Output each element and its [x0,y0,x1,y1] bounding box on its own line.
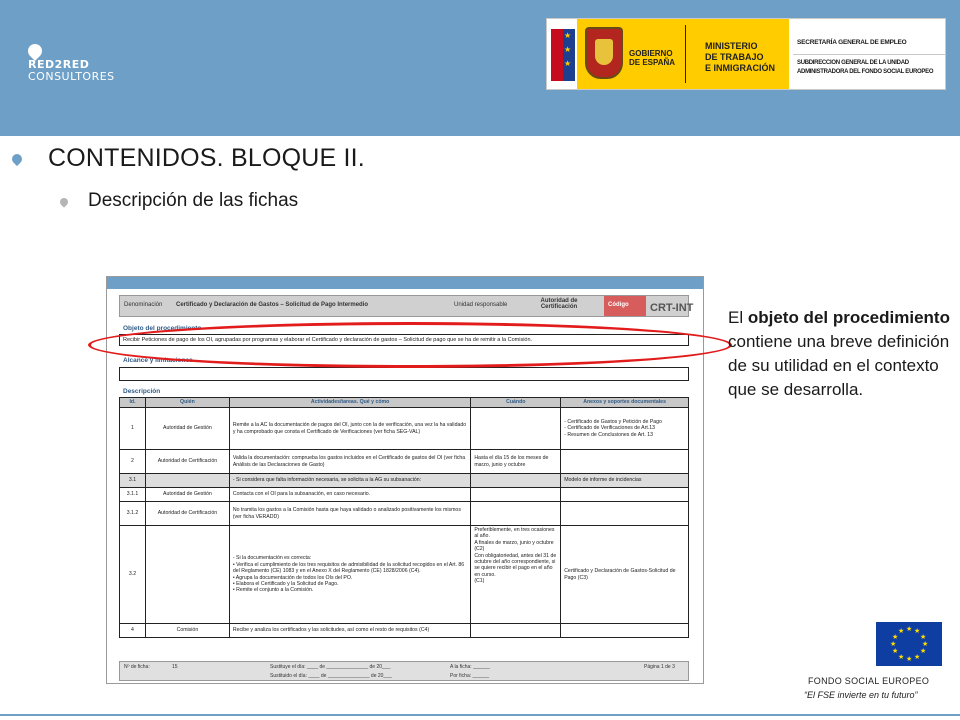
row-id: 3.1.1 [120,488,146,502]
bottom-divider [0,714,960,716]
denominacion-value: Certificado y Declaración de Gastos – Solicitud de Pago Intermedio [176,302,369,308]
row-quien: Autoridad de Certificación [145,502,229,526]
row-actividades: - Si considera que falta información necesaria, se solicita a la AG su subsanación: [229,474,470,488]
secretaria-label: SECRETARÍA GENERAL DE EMPLEO [793,21,945,55]
row-id: 4 [120,624,146,638]
row-quien: Autoridad de Gestión [145,488,229,502]
sustituye-text: Sustituye el día: ____ de _______________ de 20___ [270,664,391,670]
form-top-stripe [107,277,704,289]
eu-flag-icon: ★ ★ ★ ★ ★ ★ ★ ★ ★ ★ ★ ★ [876,622,942,666]
row-cuando: Preferiblemente, en tres ocasiones al año. A finales de marzo, junio y octubre (C2) Con obligatoriedad, antes del 31 de octubre del año correspondiente, si se quiere recibir el pago en el año en curso. (C1) [471,526,561,624]
row-cuando [471,624,561,638]
row-quien [145,474,229,488]
highlight-oval [88,322,732,368]
column-header: Quién [145,398,229,408]
row-quien: Comisión [145,624,229,638]
column-header: Id. [120,398,146,408]
side-text-bold: objeto del procedimiento [747,308,950,327]
pagina-text: Página 1 de 3 [644,664,675,670]
codigo-label: Código [604,296,646,316]
objeto-box: Recibir Peticiones de pago de los OI, agrupadas por programas y elaborar el Certificado y declaración de gastos – Solicitud de pago que se ha de remitir a la Comisión. [119,334,689,346]
row-quien [145,526,229,624]
autoridad-label: Autoridad de Certificación [540,298,578,310]
divider [685,25,686,83]
row-anexos: Modelo de informe de incidencias [561,474,689,488]
ministerio-label: MINISTERIO DE TRABAJO E INMIGRACIÓN [705,41,776,73]
ficha-value: 15 [172,664,178,670]
row-quien: Autoridad de Gestión [145,408,229,450]
table-row [120,624,689,638]
subdireccion-label: SUBDIRECCIÓN GENERAL DE LA UNIDAD ADMINISTRADORA DEL FONDO SOCIAL EUROPEO [797,60,934,75]
table-row [120,450,689,474]
ficha-label: Nº de ficha: [124,664,150,670]
slide-subtitle: Descripción de las fichas [88,190,299,211]
alcance-label: Alcance y limitaciones [123,357,193,364]
row-anexos: Certificado y Declaración de Gastos-Solicitud de Pago (C3) [561,526,689,624]
table-row [120,502,689,526]
row-actividades: Remite a la AC la documentación de pagos del OI, junto con la de verificación, una vez la ha validado y ha comprobado que consta el Certificado de Verificaciones (ver ficha SEG-VAL) [229,408,470,450]
column-header: Actividades/tareas. Qué y cómo [229,398,470,408]
logo-line-2: CONSULTORES [28,70,115,83]
codigo-value: CRT-INT [650,302,694,314]
row-id: 3.1.2 [120,502,146,526]
header-band [0,0,960,136]
eu-spain-flag-icon: ★ ★ ★ [551,29,575,81]
row-cuando: Hasta el día 15 de los meses de marzo, junio y octubre [471,450,561,474]
subtitle-bullet-icon [58,196,69,207]
unidad-label: Unidad responsable [454,302,508,308]
column-header: Anexos y soportes documentales [561,398,689,408]
table-row [120,408,689,450]
column-header: Cuándo [471,398,561,408]
sustituido-text: Sustituido el día: ____ de _______________ de 20___ [270,673,392,679]
side-text-part2: contiene una breve definición de su utilidad en el contexto que se desarrolla. [728,332,950,399]
gobierno-espana-label: GOBIERNO DE ESPAÑA [629,49,676,67]
form-footer [119,661,689,681]
logo-line-1: RED2RED [28,58,90,71]
a-la-ficha-text: A la ficha: ______ [450,664,490,670]
row-id: 2 [120,450,146,474]
descripcion-label: Descripción [123,388,161,395]
por-ficha-text: Por ficha: ______ [450,673,490,679]
row-anexos [561,624,689,638]
row-anexos: - Certificado de Gastos y Petición de Pago - Certificado de Verificaciones de Art.13 - Resumen de Conclusiones de Art. 13 [561,408,689,450]
row-cuando [471,408,561,450]
row-id: 3.2 [120,526,146,624]
government-logo-block [546,18,946,90]
coat-of-arms-icon [585,27,623,79]
description-table [119,397,689,638]
side-text-part1: El [728,308,748,327]
row-anexos [561,450,689,474]
row-actividades: No tramita los gastos a la Comisión hasta que haya validado o analizado positivamente los mismos (ver ficha VERADD) [229,502,470,526]
fse-slogan: “El FSE invierte en tu futuro” [804,690,918,700]
table-header-row [120,398,689,408]
table-row [120,474,689,488]
row-anexos [561,488,689,502]
table-row [120,488,689,502]
row-actividades: - Si la documentación es correcta: • Verifica el cumplimiento de los tres requisitos de admisibilidad de la solicitud recogidos en el Art. 86 del Reglamento (CE) 1083 y en el Anexo X del Reglamento (CE) 1828/2006 (C4). • Agrupa la documentación de todos los OIs del PO. • Elabora el Certificado y la Solicitud de Pago. • Remite el conjunto a la Comisión. [229,526,470,624]
alcance-box [119,367,689,381]
fse-label: FONDO SOCIAL EUROPEO [808,676,930,686]
row-cuando [471,474,561,488]
objeto-label: Objeto del procedimiento [123,325,202,332]
row-id: 3.1 [120,474,146,488]
denominacion-label: Denominación [124,302,163,308]
row-cuando [471,488,561,502]
row-actividades: Recibe y analiza los certificados y las solicitudes, así como el resto de requisitos (C4) [229,624,470,638]
row-id: 1 [120,408,146,450]
secretaria-panel [789,19,945,89]
row-actividades: Valida la documentación: comprueba los gastos incluidos en el Certificado de gastos del OI (ver ficha Análisis de las Declaraciones de Gasto) [229,450,470,474]
row-anexos [561,502,689,526]
row-quien: Autoridad de Certificación [145,450,229,474]
table-row [120,526,689,624]
slide-title: CONTENIDOS. BLOQUE II. [48,144,365,172]
form-header-row [119,295,694,317]
title-bullet-icon [10,152,24,166]
row-actividades: Contacta con el OI para la subsanación, en caso necesario. [229,488,470,502]
row-cuando [471,502,561,526]
side-explanation [728,306,953,402]
